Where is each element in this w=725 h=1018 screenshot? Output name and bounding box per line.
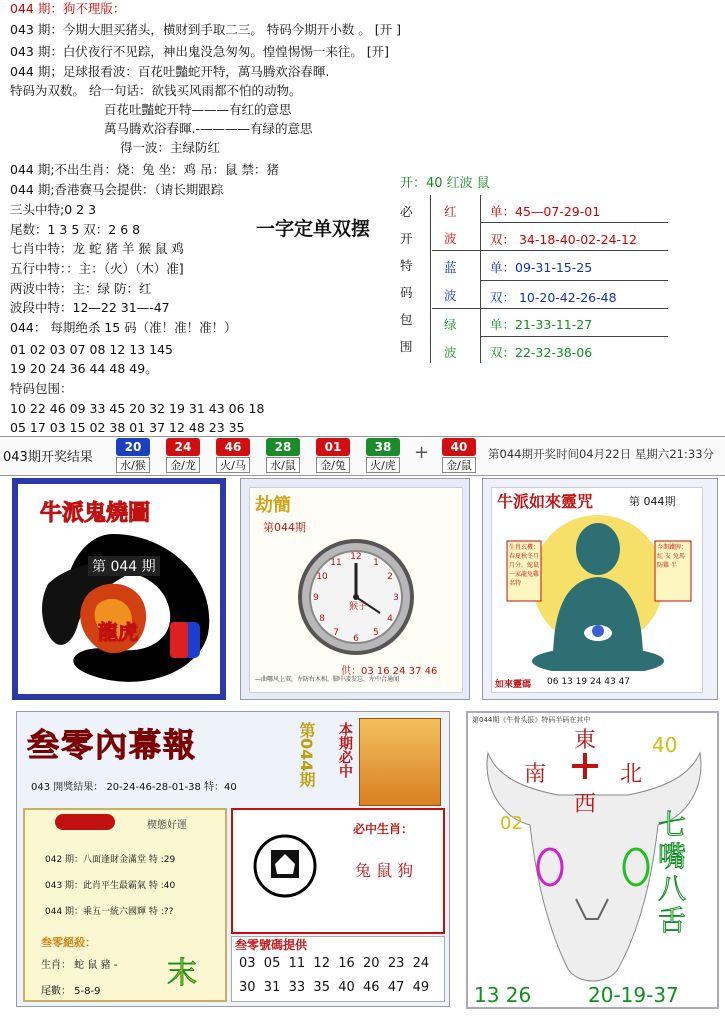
plus-sign: + bbox=[414, 442, 430, 463]
panel5-south: 南 bbox=[524, 762, 547, 787]
panel2-center-label: 猴子 bbox=[349, 602, 368, 612]
text-line: 波段中特：12—22 31—-47 bbox=[10, 300, 170, 315]
panel4-codes-row: 03 05 11 12 16 20 23 24 bbox=[239, 956, 430, 971]
result-ball: 20 bbox=[116, 438, 150, 456]
result-ball-tag: 火/虎 bbox=[366, 457, 400, 473]
panel5-west: 西 bbox=[574, 792, 597, 817]
flame-swirl-image bbox=[18, 524, 220, 694]
result-ball: 24 bbox=[166, 438, 200, 456]
panel1-title: 牛派鬼燒圖 bbox=[40, 501, 151, 526]
panel2-issue: 第044期 bbox=[263, 521, 306, 534]
panel1-issue: 第 044 期 bbox=[88, 556, 160, 576]
wave-label: 蓝 bbox=[444, 260, 457, 275]
double-numbers: 双： 10-20-42-26-48 bbox=[490, 290, 617, 305]
panel-insider-paper bbox=[16, 711, 450, 1007]
special-ball: 40 bbox=[442, 438, 476, 456]
text-line: 特码包围： bbox=[10, 381, 73, 396]
text-line: 05 17 03 15 02 38 01 37 12 48 23 35 bbox=[10, 420, 245, 435]
side-label: 必 bbox=[400, 204, 413, 219]
results-label: 043期开奖结果 bbox=[3, 450, 93, 465]
svg-text:6: 6 bbox=[353, 634, 359, 644]
fortune-line: 043 期：此肖平生最霸氣 特 :40 bbox=[45, 881, 176, 891]
single-numbers: 单：21-33-11-27 bbox=[490, 317, 593, 332]
panel4-title: 叁零內幕報 bbox=[27, 726, 198, 764]
panel3-right-text: 今期鐵牌：紅 支 兔馬 防雞 半 bbox=[657, 544, 688, 569]
svg-text:12: 12 bbox=[350, 552, 362, 562]
svg-text:10: 10 bbox=[316, 572, 328, 582]
text-line: 两波中特：主：绿 防：红 bbox=[10, 281, 152, 296]
slogan: 一字定单双摆 bbox=[255, 218, 370, 240]
panel2-footer: —曲哪风上双，左防右木相，脚中凌发忘，左中合通闻 bbox=[255, 676, 400, 683]
wave-label: 波 bbox=[444, 288, 457, 303]
wave-label: 波 bbox=[444, 231, 457, 246]
side-label: 特 bbox=[400, 258, 413, 273]
svg-text:11: 11 bbox=[330, 558, 342, 568]
wave-label: 绿 bbox=[444, 317, 457, 332]
result-ball-tag: 水/鼠 bbox=[266, 457, 300, 473]
panel2-numbers: 供：03 16 24 37 46 bbox=[341, 666, 438, 677]
emblem-icon bbox=[253, 834, 317, 898]
panel5-north: 北 bbox=[620, 762, 643, 787]
panel4-must-label: 必中生肖： bbox=[353, 822, 414, 836]
svg-text:2: 2 bbox=[387, 572, 393, 582]
panel4-badge: 本期必中 bbox=[337, 722, 353, 778]
panel4-pick-tail: 尾數： 5-8-9 bbox=[41, 986, 101, 997]
panel-clock-chart bbox=[240, 478, 470, 700]
text-line: 三头中特;0 2 3 bbox=[10, 202, 97, 217]
result-ball-tag: 火/马 bbox=[216, 457, 250, 473]
single-numbers: 单：09-31-15-25 bbox=[490, 260, 593, 275]
page-title: 044 期：狗不理版： bbox=[10, 1, 126, 16]
svg-text:3: 3 bbox=[393, 593, 399, 603]
svg-text:9: 9 bbox=[313, 593, 319, 603]
red-banner bbox=[55, 814, 115, 830]
panel-ghost-chart bbox=[12, 478, 226, 700]
wave-label: 波 bbox=[444, 345, 457, 360]
panel5-bottom-right: 20-19-37 bbox=[588, 983, 679, 1007]
text-line: 044 期;香港赛马会提供：（请长期跟踪 bbox=[10, 182, 224, 197]
svg-text:7: 7 bbox=[333, 628, 339, 638]
text-line: 044： 每期绝杀 15 码（准！准！准！） bbox=[10, 320, 237, 335]
fortune-line: 044 期：乘五一統六國輝 特 :?? bbox=[45, 907, 174, 917]
result-ball-tag: 金/龙 bbox=[166, 457, 200, 473]
result-ball: 01 bbox=[316, 438, 350, 456]
wave-label: 红 bbox=[444, 204, 457, 219]
side-label: 码 bbox=[400, 285, 413, 300]
side-label: 围 bbox=[400, 339, 413, 354]
double-numbers: 双： 34-18-40-02-24-12 bbox=[490, 232, 637, 247]
side-label: 包 bbox=[400, 312, 413, 327]
result-ball-tag: 金/兔 bbox=[316, 457, 350, 473]
panel5-east: 東 bbox=[574, 728, 597, 753]
svg-text:4: 4 bbox=[387, 614, 393, 624]
text-line: 19 20 24 36 44 48 49。 bbox=[10, 361, 158, 376]
panel3-left-text: 生肖玄機：春夏秋冬月月分，蛇鼠一家龍兔雞名特 bbox=[509, 544, 540, 587]
text-line: 043 期：白伏夜行不见踪，神出鬼没急匆匆。惶惶惕惕一来往。 [开] bbox=[10, 44, 390, 59]
side-label: 开 bbox=[400, 231, 413, 246]
panel4-section: 楔態好運 bbox=[147, 820, 187, 831]
panel5-header: 第044期《牛骨头报》特码半码在其中 bbox=[472, 716, 591, 724]
table-heading: 开：40 红波 鼠 bbox=[400, 176, 490, 191]
buddha-image bbox=[493, 511, 703, 671]
panel4-code-title: 叁零號碼提供 bbox=[235, 938, 308, 952]
panel4-animals: 兔 鼠 狗 bbox=[355, 861, 414, 880]
fortune-line: 042 期：八面逢財金滿堂 特 :29 bbox=[45, 855, 176, 865]
panel4-issue: 第044期 bbox=[297, 722, 316, 788]
panel4-result-line: 043 開獎結果： 20-24-46-28-01-38 特：40 bbox=[31, 782, 237, 793]
text-line: 044 期;不出生肖：烧：兔 坐：鸡 吊：鼠 禁：猪 bbox=[10, 162, 279, 177]
result-ball: 28 bbox=[266, 438, 300, 456]
result-ball: 46 bbox=[216, 438, 250, 456]
double-numbers: 双：22-32-38-06 bbox=[490, 345, 593, 360]
figure-image bbox=[359, 718, 441, 806]
text-line: 043 期：今期大胆买猪头，横财到手取二三。 特码今期开小数 。 [开 ] bbox=[10, 22, 401, 37]
panel5-num-top: 40 bbox=[652, 733, 678, 757]
result-ball-tag: 水/猴 bbox=[116, 457, 150, 473]
text-line: 百花吐豔蛇开特———有红的意思 bbox=[104, 102, 292, 117]
panel4-stamp: 末 bbox=[167, 956, 197, 991]
text-line: 五行中特：：主：（火）（木）准] bbox=[10, 261, 184, 276]
result-ball: 38 bbox=[366, 438, 400, 456]
panel5-right-text: 七嘴八舌 bbox=[658, 808, 687, 937]
panel-buddha-chart bbox=[482, 478, 718, 700]
text-line: 七肖中特：龙 蛇 猪 羊 猴 鼠 鸡 bbox=[10, 241, 184, 256]
clock-image bbox=[296, 537, 416, 657]
panel5-bottom-left: 13 26 bbox=[474, 983, 532, 1007]
special-ball-tag: 金/鼠 bbox=[442, 457, 476, 473]
text-line: 特码为双数。 给一句话：欲钱买风雨都不怕的动物。 bbox=[10, 83, 302, 98]
text-line: 044 期；足球报看波：百花吐豔蛇开特，萬马腾欢浴春暉. bbox=[10, 64, 330, 79]
panel4-codes-row: 30 31 33 35 40 46 47 49 bbox=[239, 980, 430, 995]
svg-text:5: 5 bbox=[373, 628, 379, 638]
single-numbers: 单：45—07-29-01 bbox=[490, 204, 601, 219]
panel1-stamp: 龍虎 bbox=[98, 620, 138, 644]
cross-mark bbox=[572, 753, 598, 779]
svg-text:1: 1 bbox=[373, 558, 379, 568]
panel2-title: 劫簡 bbox=[255, 495, 291, 516]
draw-time: 第044期开奖时间04月22日 星期六21:33分 bbox=[488, 447, 715, 461]
text-line: 尾数：1 3 5 双：2 6 8 bbox=[10, 222, 141, 237]
panel4-pick-zodiac: 生肖： 蛇 鼠 豬 - bbox=[41, 960, 118, 971]
panel3-numbers: 06 13 19 24 43 47 bbox=[547, 677, 631, 687]
text-line: 得一波：主绿防红 bbox=[120, 140, 221, 155]
text-line: 01 02 03 07 08 12 13 145 bbox=[10, 342, 174, 357]
text-line: 10 22 46 09 33 45 20 32 19 31 43 06 18 bbox=[10, 401, 265, 416]
panel4-pick-title: 叁零絕殺： bbox=[41, 936, 96, 949]
svg-text:8: 8 bbox=[319, 614, 325, 624]
panel3-label: 如來靈碼 bbox=[495, 680, 532, 690]
panel3-issue: 第 044期 bbox=[629, 495, 676, 508]
text-line: 萬马腾欢浴春暉.-————有绿的意思 bbox=[104, 121, 313, 136]
panel3-title: 牛派如來靈咒 bbox=[497, 492, 594, 511]
panel-ox-skull-paper bbox=[466, 711, 719, 1009]
panel5-num-left: 02 bbox=[500, 813, 523, 834]
